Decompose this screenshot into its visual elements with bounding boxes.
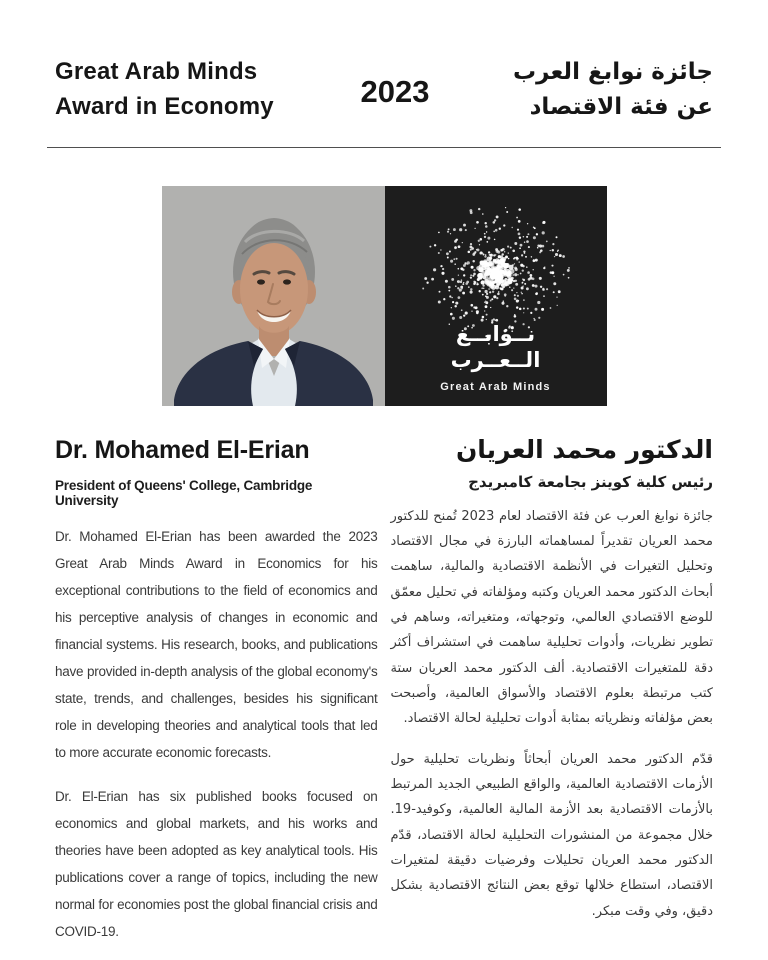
bio-arabic [391, 435, 714, 960]
bio-columns [55, 435, 713, 960]
great-arab-minds-logo-box [385, 186, 607, 406]
laureate-name-arabic: الدكتور محمد العريان [455, 434, 713, 464]
logo-wordmark-arabic [451, 322, 541, 373]
award-title-arabic-line1: جائزة نوابغ العرب [513, 59, 713, 85]
bio-arabic-paragraph-2: قدّم الدكتور محمد العريان أبحاثاً ونظريات تحليلية حول الأزمات الاقتصادية العالمية، والواقع الطبيعي الجديد المرتبط بالأزمات الاقتصادية بعد الأزمة المالية العالمية، وكوفيد-19. خلال مجموعة من المنشورات التحليلية لحالة الاقتصاد، قدّم الدكتور محمد العريان تحليلات وفرضيات دقيقة لمتغيرات الاقتصاد، استطاع خلالها توقع بعض النتائج الاقتصادية بشكل دقيق، وفي وقت مبكر. [390, 751, 713, 919]
laureate-role-english: President of Queens' College, Cambridge University [55, 477, 313, 508]
logo-wordmark-english: Great Arab Minds [440, 380, 551, 393]
laureate-name-english: Dr. Mohamed El-Erian [55, 435, 310, 464]
laureate-banner [162, 186, 607, 406]
bio-arabic-paragraph-1: جائزة نوابغ العرب عن فئة الاقتصاد لعام 2023 تُمنح للدكتور محمد العريان تقديراً لمساهماته البارزة في مجال الاقتصاد وتحليل التغيرات في الأنظمة الاقتصادية والمالية، ساهمت أبحاث الدكتور محمد العريان وكتبه ومؤلفاته في تحليل معمّق للوضع الاقتصادي العالمي، وتوجهاته، ومتغيراته، وساهم في تطوير نظريات، وأدوات تحليلية ساهمت في استشراف أكثر دقة للمتغيرات الاقتصادية. ألف الدكتور محمد العريان ستة كتب مرتبطة بعلوم الاقتصاد والأسواق العالمية، وأصبحت بعض مؤلفاته ونظرياته بمثابة أدوات تحليلية لحالة الاقتصاد. [390, 508, 713, 727]
award-title-english-line2: Award in Economy [55, 92, 274, 120]
bio-english-paragraph-1: Dr. Mohamed El-Erian has been awarded the 2023 Great Arab Minds Award in Economics for his exceptional contributions to the field of economics and his perceptive analysis of changes in economic and financial systems. His research, books, and publications have provided in-depth analysis of the global economy's state, trends, and challenges, besides his significant role in developing theories and analytical tools that led to more accurate economic forecasts. [55, 528, 378, 760]
award-title-english [55, 55, 274, 125]
header-divider [47, 147, 721, 148]
laureate-role-arabic: رئيس كلية كوينز بجامعة كامبريدج [468, 472, 713, 491]
award-title-english-line1: Great Arab Minds [55, 58, 258, 85]
bio-english [55, 435, 378, 960]
award-title-arabic-line2: عن فئة الاقتصاد [529, 93, 713, 120]
bio-english-paragraph-2: Dr. El-Erian has six published books focused on economics and global markets, and his works and theories have been adopted as key analytical tools. His publications cover a range of topics, including the new normal for economies post the global financial crisis and COVID-19. [55, 788, 378, 939]
logo-wordmark-arabic-line2: الــعــرب [450, 347, 541, 372]
portrait-photo [162, 186, 385, 406]
starburst-dots-icon [385, 190, 607, 340]
award-title-arabic [513, 55, 713, 124]
portrait-illustration [162, 186, 385, 406]
logo-wordmark-arabic-line1: نــوابــغ [455, 322, 536, 347]
award-year: 2023 [360, 74, 430, 109]
